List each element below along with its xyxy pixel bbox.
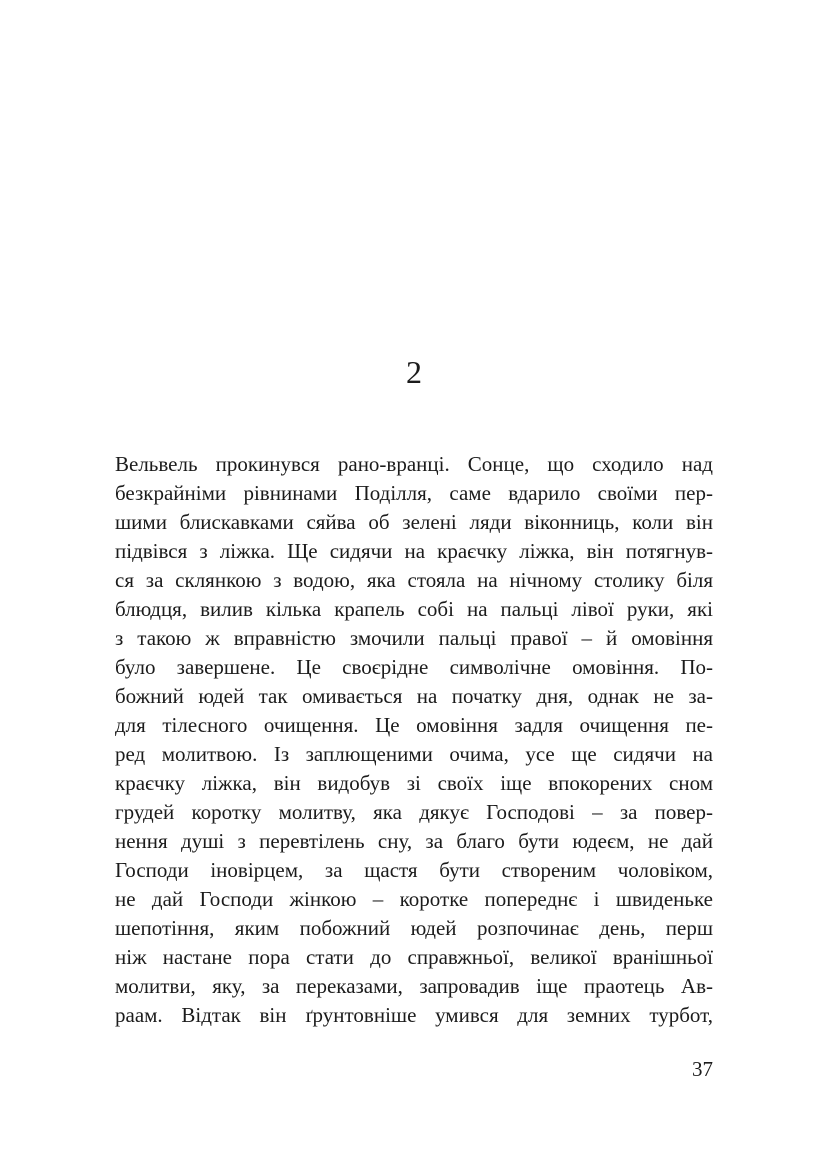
text-line: безкрайніми рівнинами Поділля, саме вдарило своїми пер- <box>115 481 713 505</box>
text-line: ся за склянкою з водою, яка стояла на нічному столику біля <box>115 568 713 592</box>
text-line: шепотіння, яким побожний юдей розпочинає день, перш <box>115 916 713 940</box>
text-line: не дай Господи жінкою – коротке попереднє і швиденьке <box>115 887 713 911</box>
text-line: краєчку ліжка, він видобув зі своїх іще впокорених сном <box>115 771 713 795</box>
text-line: блюдця, вилив кілька крапель собі на пальці лівої руки, які <box>115 597 713 621</box>
text-line: Вельвель прокинувся рано-вранці. Сонце, що сходило над <box>115 452 713 476</box>
text-line: підвівся з ліжка. Ще сидячи на краєчку ліжка, він потягнув- <box>115 539 713 563</box>
body-text <box>115 450 713 1030</box>
text-line: молитви, яку, за переказами, запровадив іще праотець Ав- <box>115 974 713 998</box>
text-line: ніж настане пора стати до справжньої, великої вранішньої <box>115 945 713 969</box>
text-line: з такою ж вправністю змочили пальці правої – й омовіння <box>115 626 713 650</box>
chapter-number: 2 <box>406 354 422 390</box>
text-line: божний юдей так омивається на початку дня, однак не за- <box>115 684 713 708</box>
page-number: 37 <box>692 1057 713 1081</box>
text-line: ред молитвою. Із заплющеними очима, усе ще сидячи на <box>115 742 713 766</box>
text-line: для тілесного очищення. Це омовіння задля очищення пе- <box>115 713 713 737</box>
text-line: грудей коротку молитву, яка дякує Господові – за повер- <box>115 800 713 824</box>
text-line: було завершене. Це своєрідне символічне омовіння. По- <box>115 655 713 679</box>
text-line: Господи іновірцем, за щастя бути створеним чоловіком, <box>115 858 713 882</box>
text-line: шими блискавками сяйва об зелені ляди віконниць, коли він <box>115 510 713 534</box>
text-line: нення душі з перевтілень сну, за благо бути юдеєм, не дай <box>115 829 713 853</box>
text-line: раам. Відтак він ґрунтовніше умився для земних турбот, <box>115 1003 713 1027</box>
